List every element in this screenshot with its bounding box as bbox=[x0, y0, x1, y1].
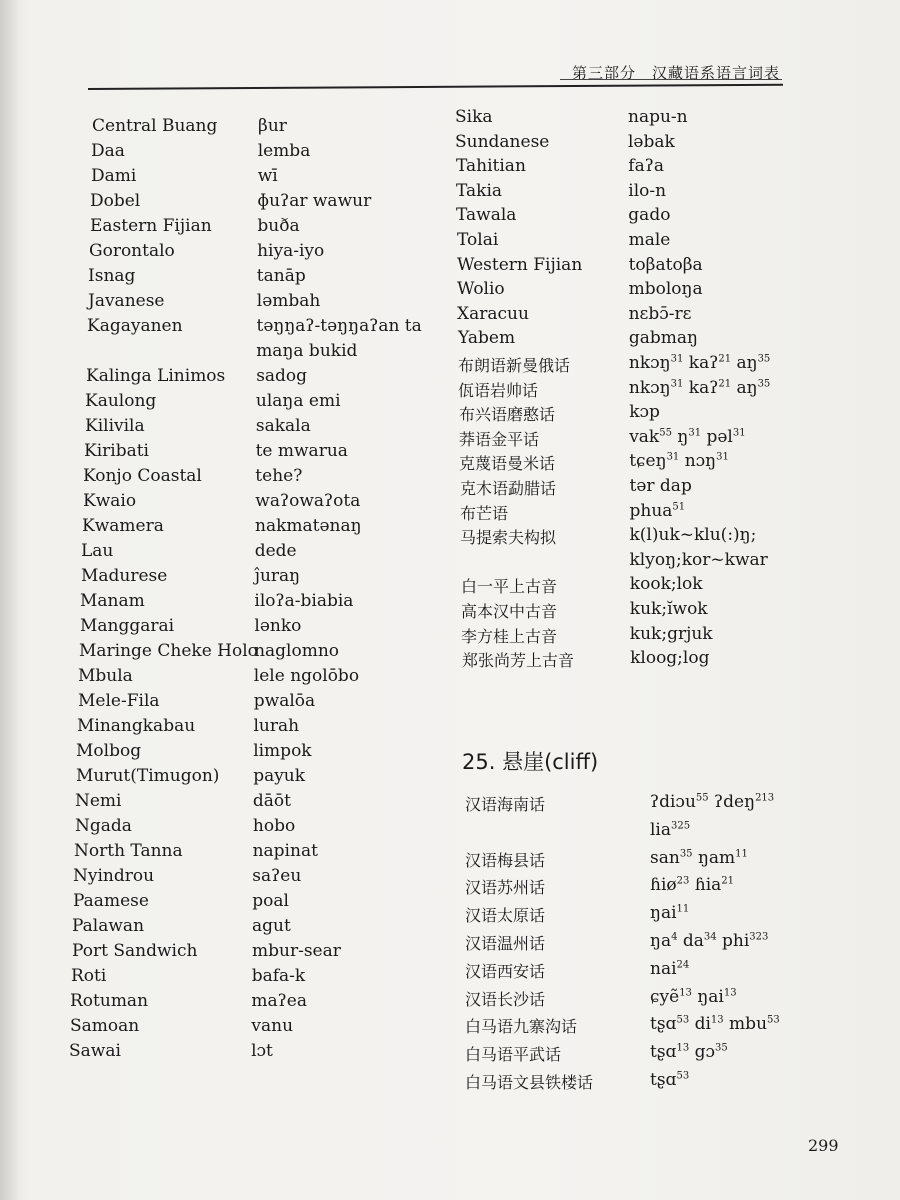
word-form: lurah bbox=[253, 716, 300, 736]
language-name: Port Sandwich bbox=[72, 941, 198, 961]
language-name: 克木语勐腊话 bbox=[460, 479, 557, 498]
language-name: 布芒语 bbox=[460, 503, 509, 523]
language-name: Mbula bbox=[78, 666, 133, 686]
word-form: te mwarua bbox=[255, 441, 348, 461]
language-name: Roti bbox=[71, 966, 107, 986]
language-name: Palawan bbox=[72, 916, 145, 936]
word-form: ɦiø$^{23}$ ɦia$^{21}$ bbox=[650, 875, 735, 896]
language-name: 汉语海南话 bbox=[465, 795, 546, 814]
section-title: 25. 悬崖(cliff) bbox=[462, 750, 599, 774]
word-form: lia$^{325}$ bbox=[650, 819, 691, 840]
language-name: 汉语苏州话 bbox=[465, 878, 546, 898]
word-form: nai$^{24}$ bbox=[650, 958, 690, 979]
language-name: Dami bbox=[91, 166, 137, 186]
language-name: 汉语西安话 bbox=[465, 961, 546, 981]
word-form: saʔeu bbox=[252, 866, 302, 886]
language-name: Madurese bbox=[81, 566, 168, 586]
word-form: nakmatənaŋ bbox=[255, 516, 362, 536]
language-name: 白马语九寨沟话 bbox=[465, 1017, 578, 1037]
word-form: βur bbox=[258, 116, 287, 136]
word-form: dede bbox=[254, 541, 297, 561]
language-name: Manggarai bbox=[80, 616, 175, 636]
language-name: North Tanna bbox=[74, 841, 183, 861]
word-form: tanāp bbox=[256, 266, 306, 286]
language-name: Minangkabau bbox=[77, 716, 196, 736]
word-form: buða bbox=[257, 216, 300, 236]
language-name: Yabem bbox=[458, 328, 516, 349]
word-form: toβatoβa bbox=[628, 254, 703, 275]
language-name: 白马语文县铁楼话 bbox=[465, 1073, 594, 1092]
language-name: Maringe Cheke Holo bbox=[79, 641, 258, 661]
word-form: waʔowaʔota bbox=[255, 491, 361, 511]
language-name: Dobel bbox=[90, 191, 141, 211]
language-name: Western Fijian bbox=[457, 254, 583, 275]
language-name: 汉语梅县话 bbox=[465, 850, 546, 870]
word-form: maŋa bukid bbox=[256, 341, 358, 361]
language-name: Kagayanen bbox=[87, 316, 183, 336]
word-form: kuk;ĭwok bbox=[629, 599, 708, 619]
word-form: vanu bbox=[251, 1016, 294, 1036]
word-form: sadog bbox=[256, 366, 308, 386]
word-form: kuk;grjuk bbox=[629, 623, 713, 644]
word-form: $ŋa^4$ $da^{34}$ phi$^{323}$ bbox=[650, 931, 769, 951]
word-form: phua$^{51}$ bbox=[629, 500, 686, 521]
language-name: Kalinga Linimos bbox=[86, 366, 226, 386]
word-form: tehe? bbox=[255, 466, 303, 486]
language-name: 布兴语磨憨话 bbox=[459, 405, 556, 425]
word-form: ulaŋa emi bbox=[255, 391, 341, 411]
language-name: Tawala bbox=[456, 205, 517, 226]
language-name: Takia bbox=[456, 180, 503, 201]
word-form: kɔp bbox=[629, 402, 660, 423]
language-name: Eastern Fijian bbox=[90, 216, 212, 236]
header-rule-short bbox=[560, 79, 782, 80]
word-form: iloʔa-biabia bbox=[254, 591, 354, 611]
header-rule bbox=[88, 84, 783, 90]
language-name: Samoan bbox=[70, 1016, 140, 1036]
word-form: ɕyẽ$^{13}$ ŋai$^{13}$ bbox=[650, 986, 737, 1007]
language-name: Isnag bbox=[88, 266, 136, 286]
word-form: tʂɑ$^{53}$ bbox=[650, 1070, 690, 1090]
language-name: Molbog bbox=[76, 741, 142, 761]
language-name: Mele-Fila bbox=[78, 691, 160, 711]
language-name: 白马语平武话 bbox=[465, 1045, 562, 1065]
word-form: mboloŋa bbox=[628, 279, 703, 300]
language-name: Xaracuu bbox=[457, 303, 529, 324]
language-name: Kwaio bbox=[83, 491, 137, 511]
word-form: ilo-n bbox=[628, 180, 667, 201]
word-form: lemba bbox=[257, 141, 311, 161]
language-name: 郑张尚芳上古音 bbox=[462, 651, 575, 671]
page-number: 299 bbox=[808, 1136, 839, 1155]
language-name: Konjo Coastal bbox=[83, 466, 202, 486]
language-name: Daa bbox=[91, 141, 125, 161]
page-binding-shadow bbox=[0, 0, 18, 1200]
word-form: san$^{35}$ ŋam$^{11}$ bbox=[650, 847, 748, 868]
word-form: limpok bbox=[253, 741, 312, 761]
word-form: pwalōa bbox=[253, 691, 316, 711]
language-name: Tahitian bbox=[456, 156, 526, 177]
word-form: napinat bbox=[252, 841, 318, 861]
word-form: lɔt bbox=[251, 1041, 273, 1061]
language-name: 汉语温州话 bbox=[465, 934, 546, 953]
word-form: payuk bbox=[253, 766, 306, 786]
language-name: Ngada bbox=[75, 816, 132, 836]
word-form: vak$^{55}$ $ŋ^{31}$ pəl$^{31}$ bbox=[629, 426, 746, 447]
language-name: Javanese bbox=[88, 291, 165, 311]
language-name: Nemi bbox=[75, 791, 122, 811]
language-name: Paamese bbox=[73, 891, 149, 911]
word-form: tʂɑ$^{13}$ gɔ$^{35}$ bbox=[650, 1042, 728, 1063]
language-name: Manam bbox=[80, 591, 145, 611]
word-form: poal bbox=[252, 891, 289, 911]
language-name: 汉语长沙话 bbox=[465, 989, 546, 1009]
word-form: ŋai$^{11}$ bbox=[650, 903, 690, 924]
language-name: Gorontalo bbox=[89, 241, 175, 261]
word-form: sakala bbox=[255, 416, 311, 436]
word-form: nkɔŋ$^{31}$ kaʔ$^{21}$ $aŋ^{35}$ bbox=[628, 353, 771, 373]
language-name: 克蔑语曼米话 bbox=[459, 454, 556, 474]
language-name: 汉语太原话 bbox=[465, 906, 546, 926]
word-form: male bbox=[628, 230, 671, 250]
word-form: tɕeŋ$^{31}$ nɔŋ$^{31}$ bbox=[629, 451, 729, 472]
word-form: faʔa bbox=[628, 156, 664, 177]
word-form: naglomno bbox=[254, 641, 340, 661]
language-name: Nyindrou bbox=[73, 866, 155, 886]
word-form: ləmbah bbox=[256, 291, 321, 311]
word-form: ɸuʔar wawur bbox=[257, 191, 372, 211]
language-name: Kiribati bbox=[84, 441, 149, 461]
word-form: klyoŋ;kor~kwar bbox=[629, 549, 768, 570]
word-form: nkɔŋ$^{31}$ kaʔ$^{21}$ $aŋ^{35}$ bbox=[628, 377, 771, 398]
word-form: ləbak bbox=[628, 131, 675, 152]
word-form: lele ngolōbo bbox=[253, 666, 360, 686]
word-form: ĵuraŋ bbox=[254, 566, 301, 586]
word-form: agut bbox=[252, 916, 291, 936]
word-form: hiya-iyo bbox=[257, 241, 325, 261]
language-name: Sundanese bbox=[455, 131, 550, 152]
language-name: Kilivila bbox=[85, 416, 145, 436]
language-name: Rotuman bbox=[70, 991, 149, 1011]
running-head: 第三部分 汉藏语系语言词表 bbox=[571, 64, 780, 82]
word-form: kook;lok bbox=[629, 574, 703, 595]
language-name: 白一平上古音 bbox=[461, 577, 558, 597]
word-form: ʔdiɔu$^{55}$ ʔdeŋ$^{213}$ bbox=[650, 792, 775, 812]
word-form: gabmaŋ bbox=[628, 328, 698, 349]
word-form: k(l)uk~klu(:)ŋ; bbox=[629, 525, 757, 546]
language-name: 莽语金平话 bbox=[459, 429, 540, 449]
language-name: Sawai bbox=[69, 1041, 121, 1061]
word-form: təŋŋaʔ-təŋŋaʔan ta bbox=[256, 316, 422, 336]
word-form: napu-n bbox=[628, 107, 688, 127]
language-name: 李方桂上古音 bbox=[461, 626, 558, 646]
language-name: Lau bbox=[81, 541, 114, 561]
language-name: Kaulong bbox=[85, 391, 157, 411]
word-form: nɛbɔ̄-rɛ bbox=[628, 303, 692, 324]
language-name: Central Buang bbox=[92, 116, 218, 136]
language-name: 马提索夫构拟 bbox=[460, 528, 557, 548]
language-name: Sika bbox=[455, 107, 493, 127]
word-form: maʔea bbox=[251, 991, 307, 1011]
language-name: Wolio bbox=[457, 279, 505, 300]
language-name: Murut(Timugon) bbox=[76, 766, 220, 786]
language-name: 高本汉中古音 bbox=[461, 602, 558, 621]
word-form: kloog;log bbox=[630, 648, 710, 669]
word-form: wī bbox=[257, 166, 278, 186]
language-name: 佤语岩帅话 bbox=[458, 380, 539, 400]
language-name: Kwamera bbox=[82, 516, 164, 536]
word-form: mbur-sear bbox=[252, 941, 341, 961]
word-form: hobo bbox=[252, 816, 296, 836]
language-name: 布朗语新曼俄话 bbox=[458, 356, 571, 375]
word-form: gado bbox=[628, 205, 671, 226]
word-form: lənko bbox=[254, 616, 302, 636]
word-form: dāōt bbox=[252, 791, 291, 811]
word-form: tʂɑ$^{53}$ $di^{13}$ mbu$^{53}$ bbox=[650, 1014, 780, 1035]
language-name: Tolai bbox=[457, 230, 499, 250]
word-form: tər dap bbox=[629, 476, 692, 496]
word-form: bafa-k bbox=[251, 966, 306, 986]
